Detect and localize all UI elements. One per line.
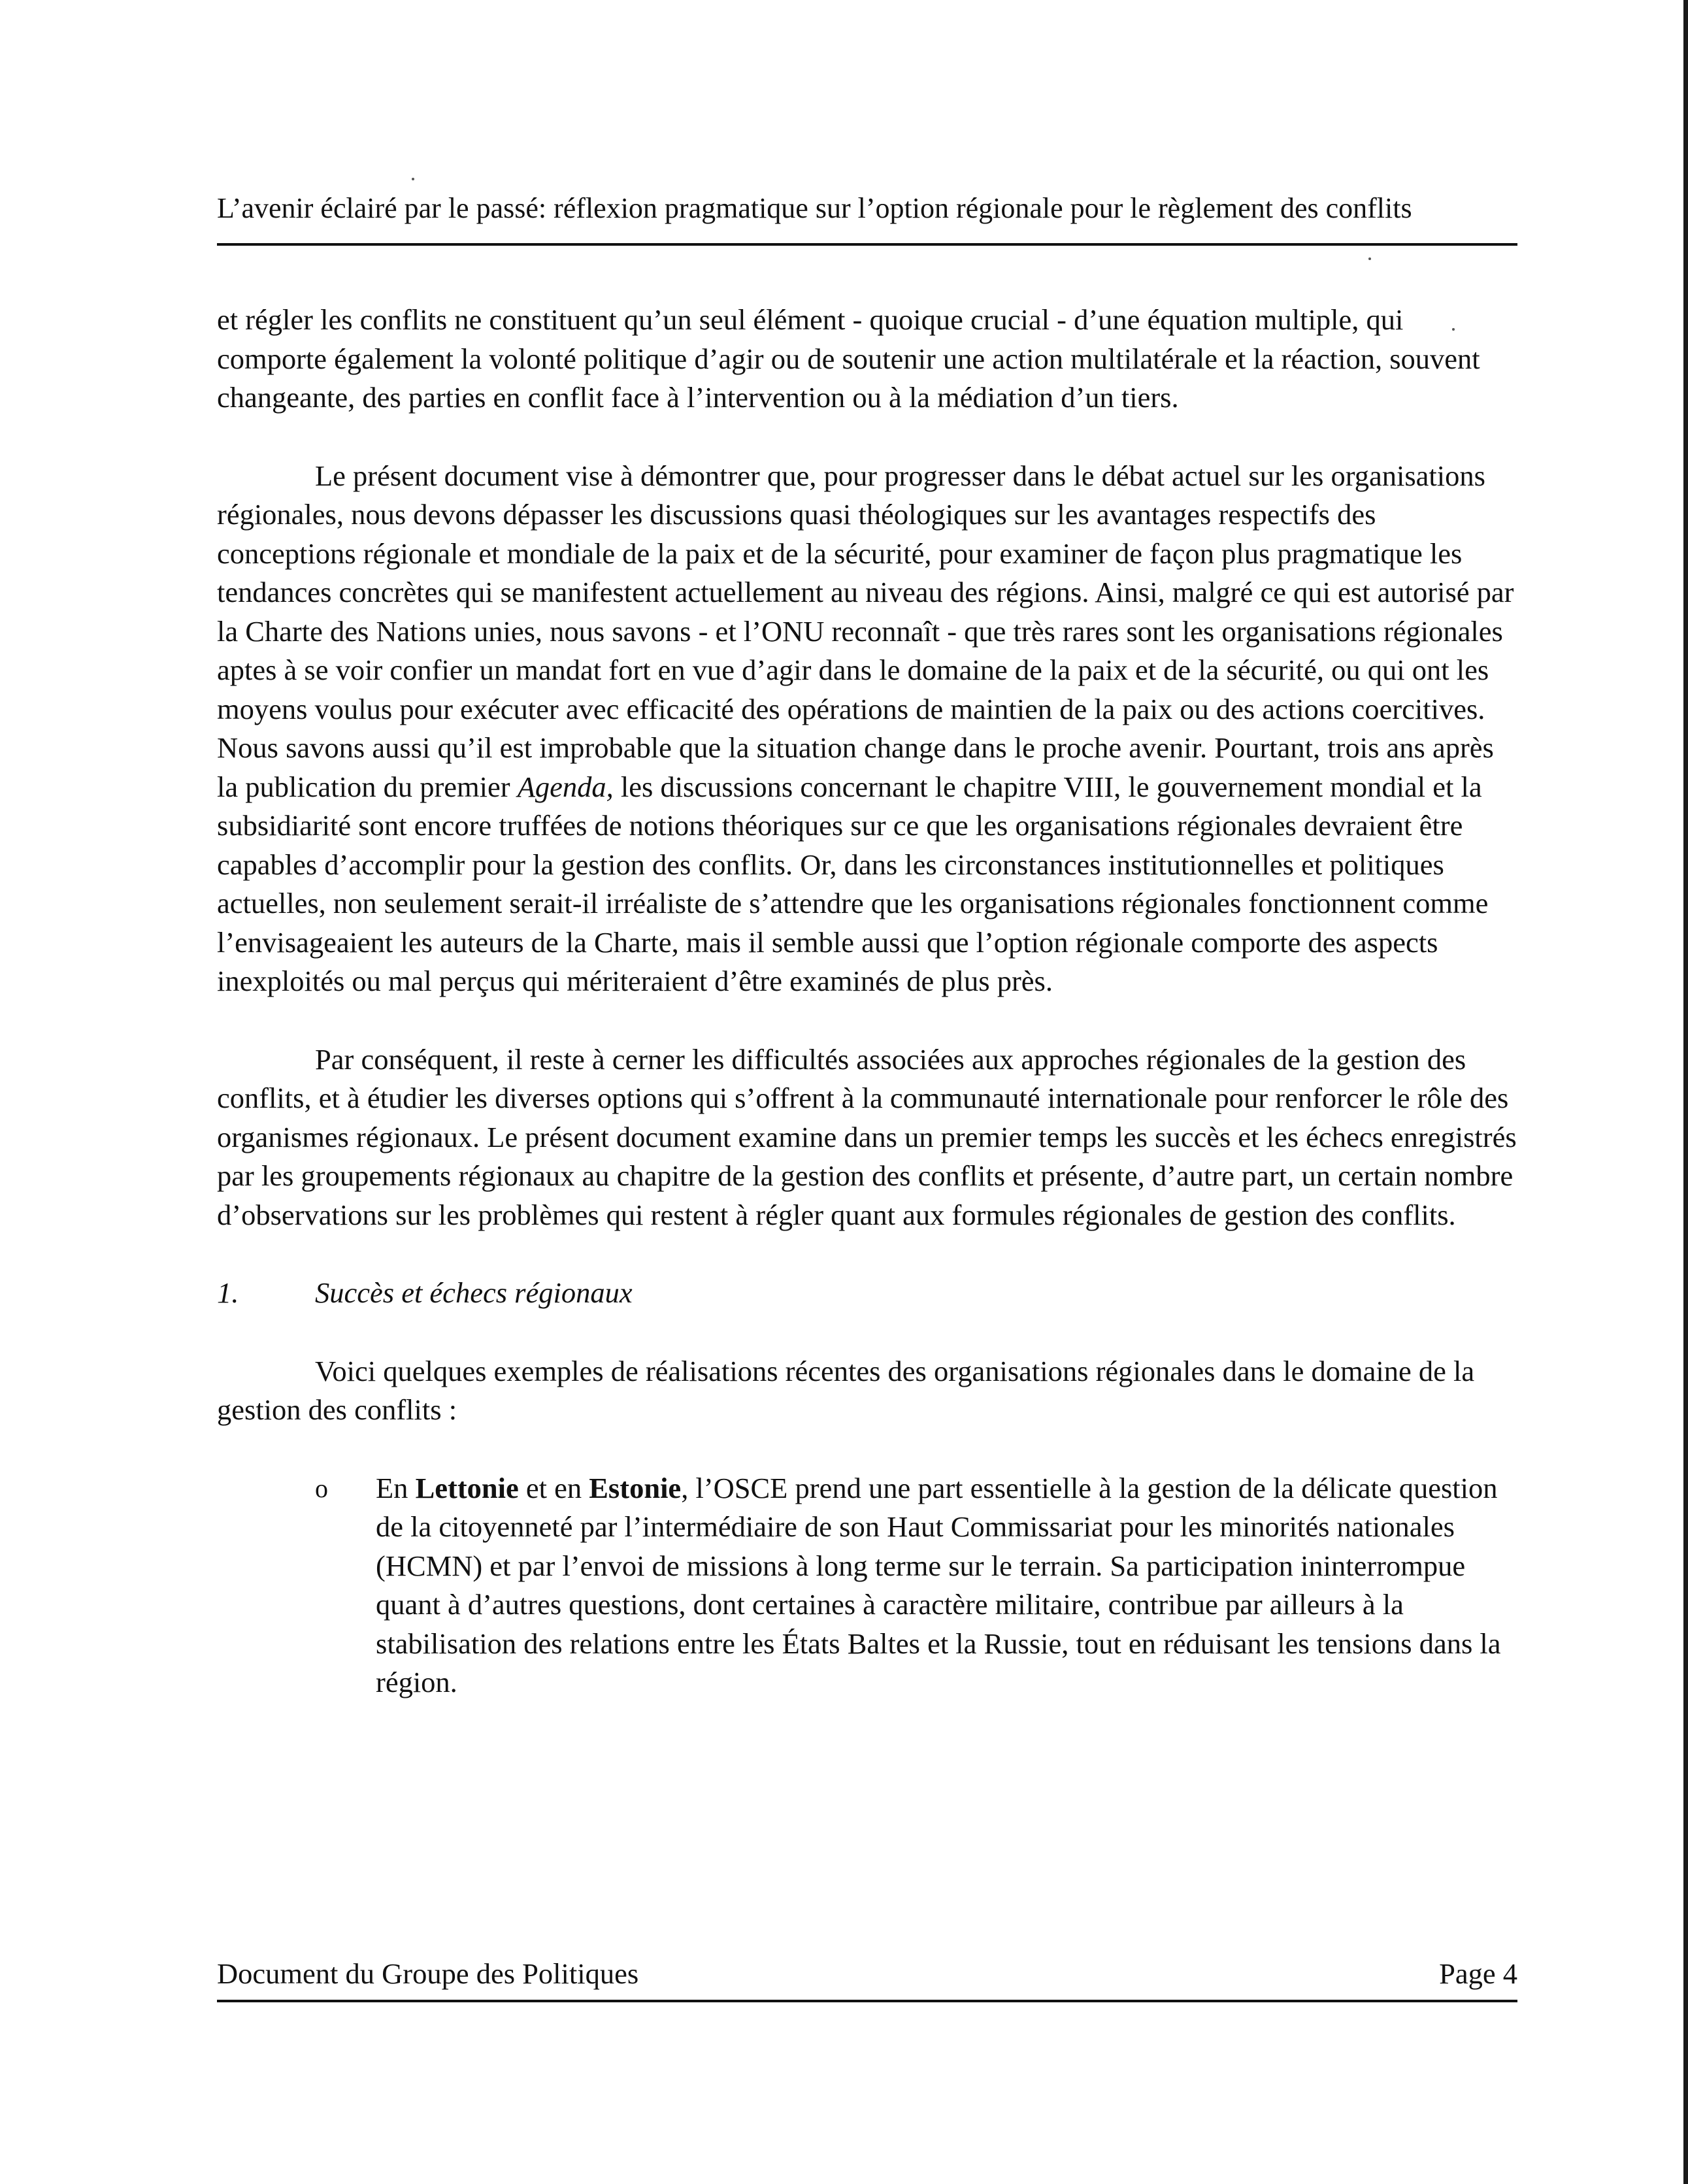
country-name: Lettonie [415, 1471, 519, 1504]
paragraph-text: les discussions concernant le chapitre VIII, le gouvernement mondial et la subsidiarité sont encore truffées de notions théoriques sur ce que les organisations régionales devraient être capables d’accomplir pour la gestion des conflits. Or, dans les circonstances institutionnelles et politiques actuelles, non seulement serait-il irréaliste de s’attendre que les organisations régionales fonctionnent comme l’envisageaient les auteurs de la Charte, mais il semble aussi que l’option régionale comporte des aspects inexploités ou mal perçus qui mériteraient d’être examinés de plus près. [217, 770, 1489, 997]
running-header [217, 188, 1517, 246]
paragraph-text: Le présent document vise à démontrer que, pour progresser dans le débat actuel sur les organisations régionales, nous devons dépasser les discussions quasi théologiques sur les avantages respectifs des conceptions régionale et mondiale de la paix et de la sécurité, pour examiner de façon plus pragmatique les tendances concrètes qui se manifestent actuellement au niveau des régions. Ainsi, malgré ce qui est autorisé par la Charte des Nations unies, nous savons - et l’ONU reconnaît - que très rares sont les organisations régionales aptes à se voir confier un mandat fort en vue d’agir dans le domaine de la paix et de la sécurité, ou qui ont les moyens voulus pour exécuter avec efficacité des opérations de maintien de la paix ou des actions coercitives. Nous savons aussi qu’il est improbable que la situation change dans le proche avenir. Pourtant, trois ans après la publication du premier [217, 459, 1514, 803]
scan-speck [1368, 257, 1371, 260]
body-paragraph: et régler les conflits ne constituent qu’un seul élément - quoique crucial - d’une équation multiple, qui comporte également la volonté politique d’agir ou de soutenir une action multilatérale et la réaction, souvent changeante, des parties en conflit face à l’intervention ou à la médiation d’un tiers. [217, 303, 1480, 414]
body-paragraph [217, 457, 1517, 1001]
country-name: Estonie [589, 1471, 682, 1504]
scan-binding-edge [1683, 0, 1688, 2184]
list-item-text-part: et en [518, 1471, 589, 1504]
footer-document-title: Document du Groupe des Politiques [217, 1957, 639, 1990]
section-heading [217, 1274, 1517, 1313]
agenda-title: Agenda, [517, 770, 614, 803]
running-footer [217, 1954, 1517, 2002]
section-number: 1. [217, 1276, 239, 1309]
scan-speck [412, 178, 414, 180]
body-paragraph: Par conséquent, il reste à cerner les difficultés associées aux approches régionales de la gestion des conflits, et à étudier les diverses options qui s’offrent à la communauté internationale pour renforcer le rôle des organismes régionaux. Le présent document examine dans un premier temps les succès et les échecs enregistrés par les groupements régionaux au chapitre de la gestion des conflits et présente, d’autre part, un certain nombre d’observations sur les problèmes qui restent à régler quant aux formules régionales de gestion des conflits. [217, 1042, 1517, 1231]
page-body [217, 301, 1517, 1702]
page-number: Page 4 [1439, 1957, 1517, 1990]
list-item-text-part: , l’OSCE prend une part essentielle à la gestion de la délicate question de la citoyenneté par l’intermédiaire de son Haut Commissariat pour les minorités nationales (HCMN) et par l’envoi de missions à long terme sur le terrain. Sa participation ininterrompue quant à d’autres questions, dont certaines à caractère militaire, contribue par ailleurs à la stabilisation des relations entre les États Baltes et la Russie, tout en réduisant les tensions dans la région. [376, 1471, 1501, 1698]
list-item [315, 1469, 1517, 1702]
bullet-circle-icon: o [315, 1473, 328, 1503]
section-title: Succès et échecs régionaux [315, 1276, 633, 1309]
list-item-text [376, 1469, 1517, 1702]
body-paragraph: Voici quelques exemples de réalisations récentes des organisations régionales dans le domaine de la gestion des conflits : [217, 1354, 1475, 1426]
header-title: L’avenir éclairé par le passé: réflexion pragmatique sur l’option régionale pour le règlement des conflits [217, 192, 1412, 224]
list-item-text-part: En [376, 1471, 416, 1504]
